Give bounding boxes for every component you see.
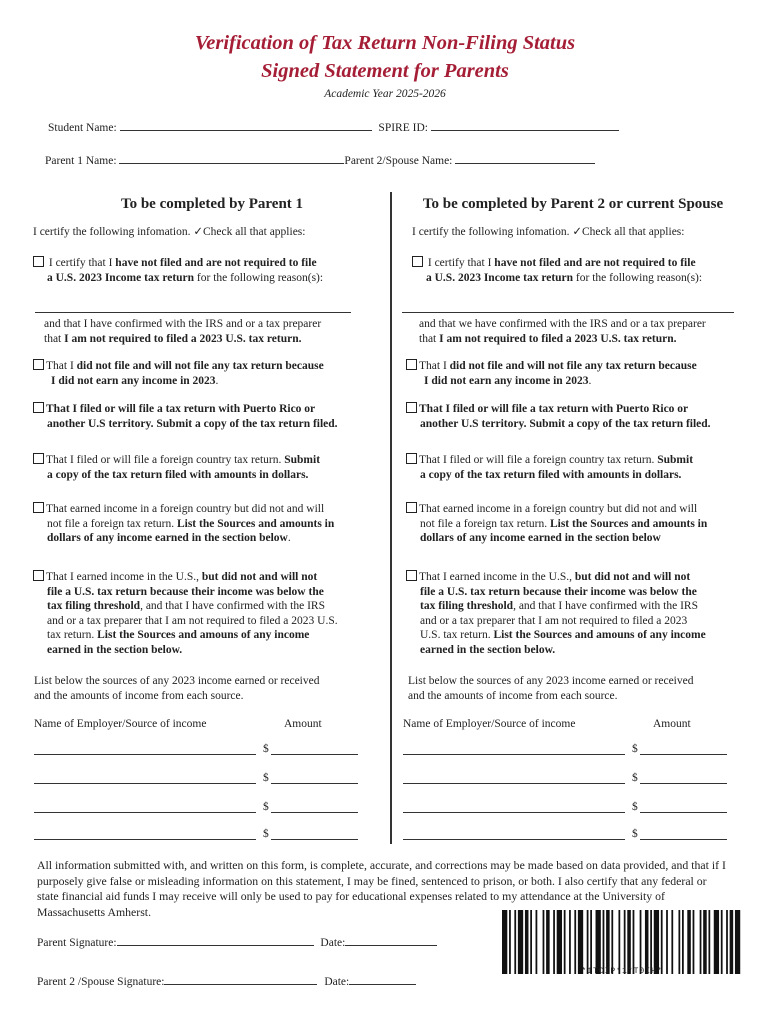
parent2-heading: To be completed by Parent 2 or current Spouse [422,196,724,212]
opt-text-bold: a copy of the tax return filed with amounts in dollars. [47,468,309,481]
dollar-sign: $ [263,801,269,813]
barcode-bar [730,910,734,974]
opt-text-bold: tax filing threshold [47,600,141,612]
parent1-option-foreign-return-checkbox[interactable] [33,453,44,464]
opt-text-bold: but did not and will not [201,571,318,583]
parent1-name-field[interactable] [119,152,344,164]
barcode-bar [666,910,668,974]
barcode-bar [574,910,576,974]
barcode-bar [569,910,571,974]
opt-text-bold: That I filed or will file a tax return with Puerto Rico or [46,403,316,415]
date-label: Date: [324,976,350,988]
opt-text: and the amounts of income from each source. [34,689,244,702]
opt-text-bold: did not file and will not file any tax return because [76,360,324,372]
barcode-bar [543,910,545,974]
parent1-reason-line[interactable] [35,312,351,313]
parent1-certify-text: I certify the following infomation. ✓Check all that applies: [33,226,306,238]
amount-line[interactable] [640,754,727,755]
opt-text: for the following reason(s): [194,271,324,284]
opt-text: that [419,332,440,345]
opt-text-bold: a U.S. 2023 Income tax return [426,271,574,284]
barcode-bar [618,910,620,974]
employer-line[interactable] [34,754,256,755]
barcode-bar [627,910,631,974]
parent1-option-foreign-return [33,453,378,482]
dollar-sign: $ [263,828,269,840]
parent2-name-label: Parent 2/Spouse Name: [344,155,453,167]
parent2-option-below-threshold [406,570,756,657]
opt-text: tax return. [47,629,98,641]
opt-text: . [588,374,592,387]
parent2-reason-line[interactable] [402,312,734,313]
barcode-bar [546,910,550,974]
amount-line[interactable] [271,754,358,755]
parent2-name-field[interactable] [455,152,595,164]
parent1-option-puerto-rico-checkbox[interactable] [33,402,44,413]
parent2-option-puerto-rico-checkbox[interactable] [406,402,417,413]
amount-line[interactable] [640,783,727,784]
parent-signature-row [37,934,437,949]
barcode-bar [536,910,538,974]
employer-line[interactable] [34,839,256,840]
parent-signature-field[interactable] [117,934,314,946]
barcode-bar [700,910,702,974]
opt-text-bold: file a U.S. tax return because their income was below the [420,585,697,598]
dollar-sign: $ [263,743,269,755]
opt-text-bold: have not filed and are not required to file [115,257,317,269]
employer-line[interactable] [403,783,625,784]
parent1-option-below-threshold [33,570,378,657]
parent1-option-no-income-checkbox[interactable] [33,359,44,370]
student-name-row [48,119,619,134]
barcode-bar [518,910,523,974]
barcode-bar [557,910,562,974]
opt-text-bold: List the Sources and amouns of any income [493,629,706,641]
barcode-bar [590,910,592,974]
dollar-sign: $ [632,801,638,813]
parent2-option-not-required [412,256,757,285]
opt-text-bold: I am not required to filed a 2023 U.S. tax return. [439,332,677,345]
opt-text-bold: have not filed and are not required to file [494,257,696,269]
parent2-option-no-income-checkbox[interactable] [406,359,417,370]
parent2-option-no-income [406,359,756,388]
barcode-bar [650,910,652,974]
parent1-heading: To be completed by Parent 1 [120,196,304,212]
barcode-bar [596,910,601,974]
opt-text-bold: Submit [657,454,694,466]
dollar-sign: $ [632,743,638,755]
parent1-option-no-income [33,359,378,388]
opt-text: That earned income in a foreign country but did not and will [46,503,325,515]
employer-line[interactable] [403,754,625,755]
barcode-bar [603,910,605,974]
opt-text-bold: earned in the section below. [47,643,183,656]
opt-text: U.S. tax return. [420,629,494,641]
barcode-bar [708,910,710,974]
parent1-col-amount: Amount [284,718,322,730]
opt-text-bold: a U.S. 2023 Income tax return [47,271,195,284]
amount-line[interactable] [271,812,358,813]
parent2-signature-field[interactable] [164,973,317,985]
opt-text: That I filed or will file a foreign country tax return. [419,454,658,466]
opt-text-bold: dollars of any income earned in the section below [47,532,288,544]
barcode-bar [502,910,507,974]
opt-text: for the following reason(s): [573,271,703,284]
opt-text-bold: List the Sources and amounts in [176,517,335,530]
opt-text-bold: That I filed or will file a tax return with Puerto Rico or [419,403,689,415]
opt-text: . [215,374,219,387]
opt-text: and or a tax preparer that I am not required to filed a 2023 U.S. [47,614,338,627]
spire-id-label: SPIRE ID: [378,122,428,134]
form-title-line2: Signed Statement for Parents [261,60,509,82]
amount-line[interactable] [640,839,727,840]
opt-text-bold: List the Sources and amouns of any income [97,629,310,641]
student-name-field[interactable] [120,119,372,131]
opt-text: List below the sources of any 2023 income earned or received [408,675,694,687]
employer-line[interactable] [34,812,256,813]
parent1-list-instructions [34,674,319,703]
barcode-bar [726,910,728,974]
parent1-option-below-threshold-checkbox[interactable] [33,570,44,581]
barcode-bar [633,910,635,974]
employer-line[interactable] [403,812,625,813]
parent2-signature-label: Parent 2 /Spouse Signature: [37,976,165,988]
parent1-option-foreign-income-checkbox[interactable] [33,502,44,513]
parent2-option-puerto-rico [406,402,756,431]
dollar-sign: $ [632,772,638,784]
parent2-col-amount: Amount [653,718,691,730]
parent2-signature-row [37,973,416,988]
barcode-bar [606,910,610,974]
opt-text: That earned income in a foreign country but did not and will [419,503,698,515]
opt-text: and that we have confirmed with the IRS and or a tax preparer [419,318,706,330]
opt-text: List below the sources of any 2023 income earned or received [34,675,320,687]
parent2-option-not-required-checkbox[interactable] [412,256,423,267]
opt-text: I certify that I [48,257,116,269]
opt-text: That I earned income in the U.S., [46,571,202,583]
opt-text-bold: a copy of the tax return filed with amounts in dollars. [420,468,682,481]
opt-text-bold: I did not earn any income in 2023 [424,374,589,387]
parent1-option-not-required-checkbox[interactable] [33,256,44,267]
opt-text: That I earned income in the U.S., [419,571,575,583]
opt-text: I certify that I [427,257,495,269]
barcode-bar [530,910,532,974]
opt-text-bold: did not file and will not file any tax return because [449,360,697,372]
opt-text-bold: I am not required to filed a 2023 U.S. tax return. [64,332,302,345]
parent2-col-employer: Name of Employer/Source of income [403,718,576,730]
barcode-bar [578,910,583,974]
barcode-bar [553,910,555,974]
barcode-bar [687,910,691,974]
parent1-col-employer: Name of Employer/Source of income [34,718,207,730]
parent-date-field[interactable] [345,934,437,946]
parent2-certify-text: I certify the following infomation. ✓Check all that applies: [412,226,685,238]
parent2-option-foreign-income [406,502,756,546]
opt-text-bold: file a U.S. tax return because their income was below the [47,585,324,598]
opt-text: , and that I have confirmed with the IRS [140,600,325,612]
employer-line[interactable] [403,839,625,840]
parent2-date-field[interactable] [349,973,416,985]
dollar-sign: $ [632,828,638,840]
amount-line[interactable] [640,812,727,813]
amount-line[interactable] [271,839,358,840]
opt-text-bold: dollars of any income earned in the section below [420,532,661,544]
opt-text: not file a foreign tax return. [420,517,550,530]
opt-text-bold: tax filing threshold [420,600,514,612]
parent1-irs-confirm [44,317,321,346]
opt-text: That I [46,360,77,372]
spire-id-field[interactable] [431,119,619,131]
column-divider [390,192,392,844]
opt-text: That I filed or will file a foreign country tax return. [46,454,285,466]
barcode-bar [678,910,680,974]
opt-text: that [44,332,65,345]
opt-text: , and that I have confirmed with the IRS [513,600,698,612]
parent1-name-label: Parent 1 Name: [45,155,117,167]
dollar-sign: $ [263,772,269,784]
opt-text-bold: another U.S territory. Submit a copy of the tax return filed. [47,417,338,430]
opt-text: and the amounts of income from each source. [408,689,618,702]
parent1-option-puerto-rico [33,402,378,431]
barcode-bar [514,910,516,974]
barcode [502,910,742,974]
opt-text-bold: List the Sources and amounts in [549,517,708,530]
form-title-line1: Verification of Tax Return Non-Filing Status [194,32,576,54]
parent2-option-below-threshold-checkbox[interactable] [406,570,417,581]
parent1-option-foreign-income [33,502,378,546]
parent2-option-foreign-return-checkbox[interactable] [406,453,417,464]
parent2-list-instructions [408,674,693,703]
barcode-bar [671,910,673,974]
barcode-bar [645,910,649,974]
attestation-text: All information submitted with, and written on this form, is complete, accurate, and corrections may be made based on data provided, and that if I purposely give false or misleading information on this statement, I may be fined, sentenced to prison, or both. I also certify that any federal or state financial aid funds I may receive will only be used to pay for educational expenses related to my attendance at the University of Massachusetts Amherst. [37,858,726,919]
barcode-bar [703,910,707,974]
academic-year: Academic Year 2025-2026 [324,88,446,100]
barcode-bar [611,910,613,974]
opt-text-bold: I did not earn any income in 2023 [51,374,216,387]
barcode-bar [564,910,566,974]
barcode-bar [624,910,626,974]
parent2-irs-confirm [419,317,706,346]
barcode-text: *1TCIP*1*T0IH* [581,967,663,976]
barcode-bar [714,910,719,974]
barcode-bar [661,910,663,974]
barcode-bar [640,910,642,974]
barcode-bar [721,910,723,974]
opt-text: That I [419,360,450,372]
opt-text: not file a foreign tax return. [47,517,177,530]
parent-name-row [45,152,595,167]
barcode-bar [509,910,511,974]
opt-text: and that I have confirmed with the IRS and or a tax preparer [44,318,322,330]
barcode-bar [735,910,740,974]
student-name-label: Student Name: [48,122,117,134]
parent2-option-foreign-income-checkbox[interactable] [406,502,417,513]
opt-text-bold: another U.S territory. Submit a copy of the tax return filed. [420,417,711,430]
barcode-bar [654,910,659,974]
opt-text: and or a tax preparer that I am not required to filed a 2023 [420,614,688,627]
parent-signature-label: Parent Signature: [37,937,117,949]
opt-text-bold: Submit [284,454,321,466]
employer-line[interactable] [34,783,256,784]
barcode-bar [525,910,529,974]
opt-text: . [287,532,291,544]
date-label: Date: [320,937,346,949]
parent1-option-not-required [33,256,378,285]
parent2-option-foreign-return [406,453,756,482]
opt-text-bold: but did not and will not [574,571,691,583]
amount-line[interactable] [271,783,358,784]
opt-text-bold: earned in the section below. [420,643,556,656]
barcode-bar [693,910,695,974]
barcode-bar [682,910,684,974]
barcode-bar [587,910,589,974]
